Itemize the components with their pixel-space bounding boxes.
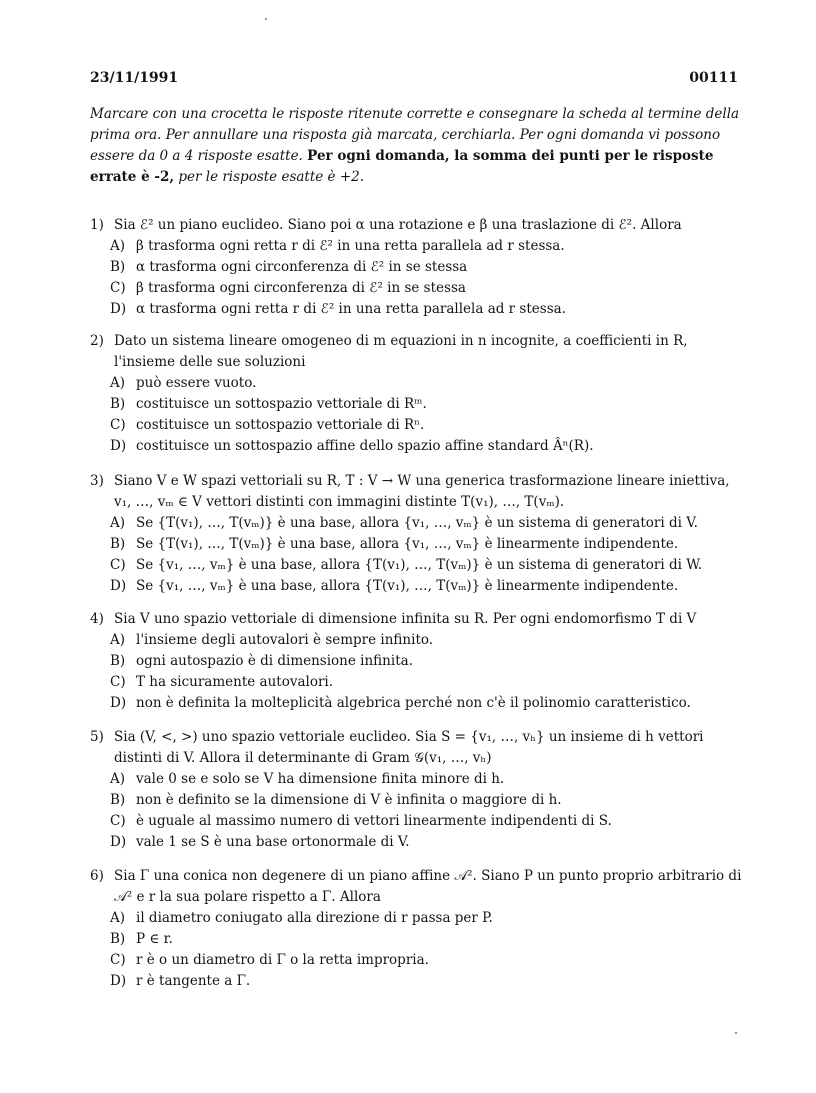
answer-option[interactable] bbox=[90, 513, 742, 534]
question-number: 4) bbox=[90, 611, 104, 627]
answer-option[interactable] bbox=[90, 278, 742, 299]
option-text: α trasforma ogni circonferenza di ℰ² in se stessa bbox=[136, 259, 468, 275]
option-letter: A) bbox=[110, 910, 126, 926]
option-text: l'insieme degli autovalori è sempre infinito. bbox=[136, 632, 434, 648]
answer-option[interactable] bbox=[90, 415, 742, 436]
answer-option[interactable] bbox=[90, 394, 742, 415]
answer-option[interactable] bbox=[90, 811, 742, 832]
question-2 bbox=[90, 331, 742, 457]
answer-option[interactable] bbox=[90, 534, 742, 555]
option-letter: D) bbox=[110, 301, 127, 317]
answer-option[interactable] bbox=[90, 832, 742, 853]
question-stem: Siano V e W spazi vettoriali su R, T : V → W una generica trasformazione lineare iniettiva, v₁, …, vₘ ∈ V vettori distinti con immagini distinte T(v₁), …, T(vₘ). bbox=[114, 473, 730, 510]
exam-date: 23/11/1991 bbox=[90, 70, 179, 86]
answer-option[interactable] bbox=[90, 299, 742, 320]
option-letter: D) bbox=[110, 695, 127, 711]
option-text: il diametro coniugato alla direzione di r passa per P. bbox=[136, 910, 493, 926]
option-letter: A) bbox=[110, 515, 126, 531]
answer-option[interactable] bbox=[90, 257, 742, 278]
answer-option[interactable] bbox=[90, 769, 742, 790]
option-letter: A) bbox=[110, 238, 126, 254]
option-text: Se {T(v₁), …, T(vₘ)} è una base, allora {v₁, …, vₘ} è linearmente indipendente. bbox=[136, 536, 679, 552]
question-5 bbox=[90, 727, 742, 853]
option-text: P ∈ r. bbox=[136, 931, 173, 947]
option-text: r è o un diametro di Γ o la retta impropria. bbox=[136, 952, 429, 968]
option-letter: B) bbox=[110, 396, 126, 412]
question-stem: Dato un sistema lineare omogeneo di m equazioni in n incognite, a coefficienti in R, l'insieme delle sue soluzioni bbox=[114, 333, 688, 370]
option-text: Se {v₁, …, vₘ} è una base, allora {T(v₁), …, T(vₘ)} è linearmente indipendente. bbox=[136, 578, 679, 594]
instructions-scoring-correct: per le risposte esatte è +2. bbox=[178, 169, 365, 185]
option-letter: B) bbox=[110, 653, 126, 669]
option-text: vale 0 se e solo se V ha dimensione finita minore di h. bbox=[136, 771, 505, 787]
option-letter: C) bbox=[110, 674, 126, 690]
option-text: costituisce un sottospazio affine dello spazio affine standard Âⁿ(R). bbox=[136, 438, 594, 454]
option-text: è uguale al massimo numero di vettori linearmente indipendenti di S. bbox=[136, 813, 612, 829]
option-text: ogni autospazio è di dimensione infinita. bbox=[136, 653, 413, 669]
answer-option[interactable] bbox=[90, 555, 742, 576]
scan-speck bbox=[265, 18, 267, 20]
question-number: 3) bbox=[90, 473, 104, 489]
answer-option[interactable] bbox=[90, 908, 742, 929]
answer-option[interactable] bbox=[90, 576, 742, 597]
instructions-text: Marcare con una crocetta le risposte ritenute corrette e consegnare la scheda al termine della prima ora. Per annullare una risposta già marcata, cerchiarla. Per ogni domanda vi possono essere da 0 a 4 risposte esatte. bbox=[90, 106, 740, 164]
answer-option[interactable] bbox=[90, 950, 742, 971]
question-number: 1) bbox=[90, 217, 104, 233]
option-letter: B) bbox=[110, 259, 126, 275]
option-letter: A) bbox=[110, 632, 126, 648]
question-stem: Sia Γ una conica non degenere di un piano affine 𝒜². Siano P un punto proprio arbitrario di 𝒜² e r la sua polare rispetto a Γ. Allora bbox=[114, 868, 742, 905]
option-text: α trasforma ogni retta r di ℰ² in una retta parallela ad r stessa. bbox=[136, 301, 566, 317]
option-text: costituisce un sottospazio vettoriale di Rᵐ. bbox=[136, 396, 427, 412]
question-1 bbox=[90, 215, 742, 320]
question-3 bbox=[90, 471, 742, 597]
option-letter: D) bbox=[110, 578, 127, 594]
option-letter: C) bbox=[110, 557, 126, 573]
option-text: r è tangente a Γ. bbox=[136, 973, 251, 989]
option-letter: B) bbox=[110, 931, 126, 947]
option-text: T ha sicuramente autovalori. bbox=[136, 674, 334, 690]
answer-option[interactable] bbox=[90, 672, 742, 693]
option-letter: C) bbox=[110, 813, 126, 829]
answer-option[interactable] bbox=[90, 630, 742, 651]
option-letter: C) bbox=[110, 280, 126, 296]
option-letter: D) bbox=[110, 834, 127, 850]
option-letter: C) bbox=[110, 417, 126, 433]
option-letter: C) bbox=[110, 952, 126, 968]
option-text: β trasforma ogni retta r di ℰ² in una retta parallela ad r stessa. bbox=[136, 238, 565, 254]
option-text: vale 1 se S è una base ortonormale di V. bbox=[136, 834, 410, 850]
answer-option[interactable] bbox=[90, 929, 742, 950]
option-text: Se {T(v₁), …, T(vₘ)} è una base, allora {v₁, …, vₘ} è un sistema di generatori di V. bbox=[136, 515, 698, 531]
question-4 bbox=[90, 609, 742, 714]
option-letter: B) bbox=[110, 792, 126, 808]
option-text: Se {v₁, …, vₘ} è una base, allora {T(v₁), …, T(vₘ)} è un sistema di generatori di W. bbox=[136, 557, 702, 573]
option-text: non è definita la molteplicità algebrica perché non c'è il polinomio caratteristico. bbox=[136, 695, 691, 711]
option-letter: D) bbox=[110, 973, 127, 989]
question-number: 5) bbox=[90, 729, 104, 745]
answer-option[interactable] bbox=[90, 436, 742, 457]
option-letter: B) bbox=[110, 536, 126, 552]
question-6 bbox=[90, 866, 742, 992]
answer-option[interactable] bbox=[90, 693, 742, 714]
option-text: costituisce un sottospazio vettoriale di Rⁿ. bbox=[136, 417, 425, 433]
scan-speck bbox=[735, 1032, 737, 1034]
answer-option[interactable] bbox=[90, 373, 742, 394]
question-stem: Sia V uno spazio vettoriale di dimensione infinita su R. Per ogni endomorfismo T di V bbox=[114, 611, 697, 627]
answer-option[interactable] bbox=[90, 790, 742, 811]
instructions bbox=[90, 104, 742, 188]
answer-option[interactable] bbox=[90, 651, 742, 672]
question-number: 2) bbox=[90, 333, 104, 349]
instructions-scoring: Per ogni domanda, la somma dei punti per le risposte errate è -2, bbox=[90, 148, 714, 185]
question-stem: Sia ℰ² un piano euclideo. Siano poi α una rotazione e β una traslazione di ℰ². Allora bbox=[114, 217, 682, 233]
answer-option[interactable] bbox=[90, 236, 742, 257]
question-number: 6) bbox=[90, 868, 104, 884]
option-letter: D) bbox=[110, 438, 127, 454]
option-text: può essere vuoto. bbox=[136, 375, 257, 391]
question-stem: Sia (V, <, >) uno spazio vettoriale euclideo. Sia S = {v₁, …, vₕ} un insieme di h vettori distinti di V. Allora il determinante di Gram 𝒢(v₁, …, vₕ) bbox=[114, 729, 704, 766]
option-text: β trasforma ogni circonferenza di ℰ² in se stessa bbox=[136, 280, 466, 296]
option-text: non è definito se la dimensione di V è infinita o maggiore di h. bbox=[136, 792, 562, 808]
option-letter: A) bbox=[110, 771, 126, 787]
option-letter: A) bbox=[110, 375, 126, 391]
answer-option[interactable] bbox=[90, 971, 742, 992]
page-header bbox=[90, 70, 738, 86]
exam-code: 00111 bbox=[689, 70, 738, 86]
